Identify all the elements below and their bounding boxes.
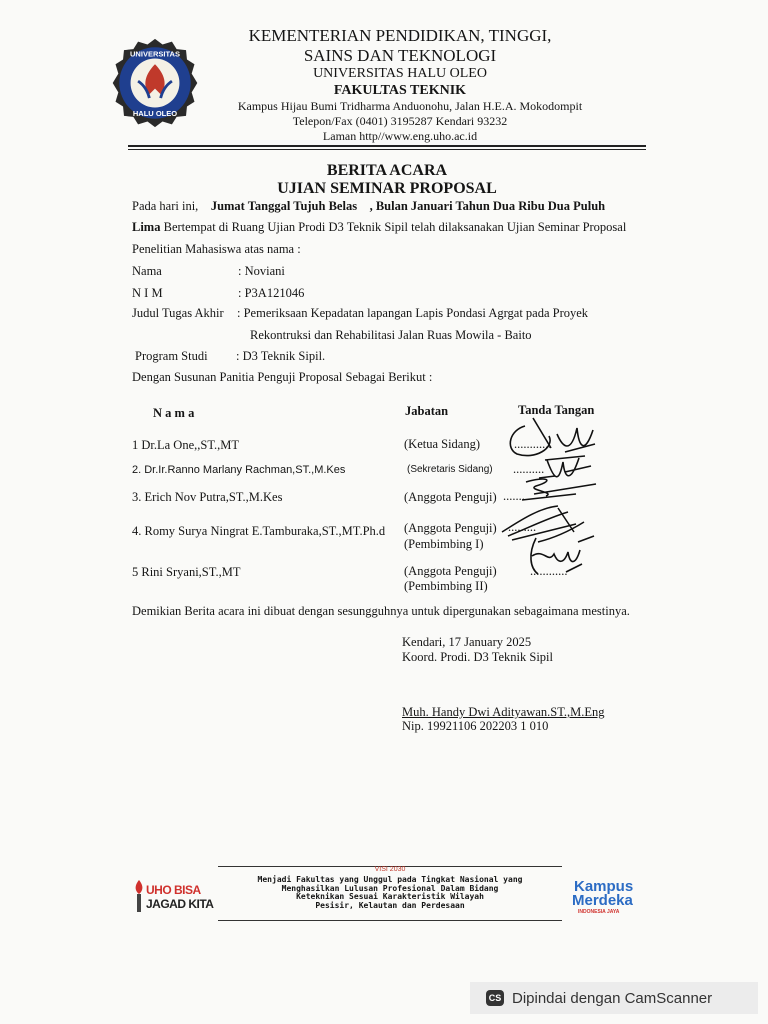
- university-name: UNIVERSITAS HALU OLEO: [313, 66, 487, 81]
- visi-line: Keteknikan Sesuai Karakteristik Wilayah: [296, 892, 484, 901]
- committee-member-name: 1 Dr.La One,,ST.,MT: [132, 438, 240, 452]
- torch-icon: [132, 878, 146, 914]
- kampus-merdeka-logo: [570, 878, 650, 920]
- program-value: : D3 Teknik Sipil.: [236, 349, 326, 363]
- signature-dots: .......: [503, 489, 525, 503]
- camscanner-icon: CS: [486, 990, 504, 1006]
- signer-nip: Nip. 19921106 202203 1 010: [402, 719, 549, 733]
- signature-dots: .........: [508, 520, 537, 534]
- visi-line: Pesisir, Kelautan dan Perdesaan: [315, 900, 465, 910]
- visi-statement: [218, 876, 562, 910]
- visi-line: Menjadi Fakultas yang Unggul pada Tingkat Nasional yang: [257, 875, 523, 884]
- intro-line-1: [132, 199, 605, 214]
- phone-fax: Telepon/Fax (0401) 3195287 Kendari 93232: [292, 114, 508, 128]
- letterhead-rule: [128, 145, 646, 147]
- camscanner-watermark: [470, 982, 758, 1014]
- committee-header-name: N a m a: [153, 406, 195, 420]
- thesis-title-line-1: : Pemeriksaan Kepadatan lapangan Lapis Pondasi Agrgat pada Proyek: [237, 306, 589, 320]
- thesis-title-label: Judul Tugas Akhir: [132, 306, 224, 320]
- committee-header-signature: Tanda Tangan: [518, 403, 595, 417]
- committee-member-position: (Sekretaris Sidang): [407, 464, 493, 475]
- faculty-name: FAKULTAS TEKNIK: [333, 83, 467, 98]
- intro-month-year: , Bulan Januari Tahun Dua Ribu Dua Puluh: [369, 199, 606, 213]
- uho-bisa-logo: [132, 876, 222, 916]
- committee-member-position: (Anggota Penguji): [404, 490, 497, 504]
- place-date: Kendari, 17 January 2025: [402, 635, 532, 649]
- visi-line: Menghasilkan Lulusan Profesional Dalam Bidang: [281, 883, 499, 893]
- signer-position: Koord. Prodi. D3 Teknik Sipil: [402, 650, 553, 664]
- committee-member-role: (Pembimbing II): [404, 579, 488, 593]
- letterhead-rule-thin: [128, 149, 646, 150]
- committee-member-name: 2. Dr.Ir.Ranno Marlany Rachman,ST.,M.Kes: [132, 464, 346, 476]
- committee-member-name: 3. Erich Nov Putra,ST.,M.Kes: [132, 490, 283, 504]
- document-title: BERITA ACARA: [326, 162, 448, 179]
- jagad-kita-text: JAGAD KITA: [146, 897, 214, 911]
- signature-anggota-1: [516, 474, 600, 504]
- signature-dots: ............: [514, 437, 552, 451]
- camscanner-text: Dipindai dengan CamScanner: [512, 989, 713, 1007]
- closing-statement: Demikian Berita acara ini dibuat dengan sesungguhnya untuk dipergunakan sebagaimana mestinya.: [132, 604, 630, 618]
- committee-member-position: (Anggota Penguji): [404, 564, 497, 578]
- signature-dots: ............: [530, 564, 568, 578]
- kampus-text: Kampus: [574, 878, 634, 895]
- signature-dots: ..........: [513, 462, 545, 476]
- uho-bisa-text: UHO BISA: [146, 883, 201, 897]
- committee-member-position: (Anggota Penguji): [404, 521, 497, 535]
- merdeka-text: Merdeka: [572, 892, 633, 909]
- program-label: Program Studi: [135, 349, 208, 363]
- indonesia-jaya-text: INDONESIA JAYA: [578, 909, 620, 915]
- seal-text-bottom: HALU OLEO: [132, 108, 178, 118]
- visi-label: VISI 2030: [374, 866, 406, 873]
- footer-rule-bottom: [218, 920, 562, 921]
- seal-text-top: UNIVERSITAS: [130, 49, 180, 59]
- committee-header-position: Jabatan: [405, 404, 449, 418]
- committee-intro: Dengan Susunan Panitia Penguji Proposal Sebagai Berikut :: [132, 370, 433, 384]
- signature-pembimbing-2: [518, 534, 598, 582]
- intro-prefix: Pada hari ini,: [132, 199, 199, 213]
- website: Laman http//www.eng.uho.ac.id: [322, 129, 478, 143]
- thesis-title-line-2: Rekontruksi dan Rehabilitasi Jalan Ruas Mowila - Baito: [250, 328, 532, 342]
- intro-lima: Lima: [132, 220, 161, 234]
- campus-address: Kampus Hijau Bumi Tridharma Anduonohu, Jalan H.E.A. Mokodompit: [237, 99, 583, 113]
- ministry-line-1: KEMENTERIAN PENDIDIKAN, TINGGI,: [248, 26, 552, 45]
- intro-line-3: Penelitian Mahasiswa atas nama :: [132, 242, 301, 256]
- committee-member-position: (Ketua Sidang): [404, 437, 481, 451]
- student-name-label: Nama: [132, 264, 162, 278]
- university-seal-logo: [108, 36, 202, 130]
- document-subtitle: UJIAN SEMINAR PROPOSAL: [277, 180, 497, 197]
- committee-member-name: 5 Rini Sryani,ST.,MT: [132, 565, 241, 579]
- committee-member-role: (Pembimbing I): [404, 537, 484, 551]
- ministry-line-2: SAINS DAN TEKNOLOGI: [303, 46, 497, 65]
- intro-line-2: [132, 220, 626, 235]
- student-nim-label: N I M: [132, 286, 163, 300]
- committee-member-name: 4. Romy Surya Ningrat E.Tamburaka,ST.,MT.Ph.d: [132, 524, 386, 538]
- student-name-value: : Noviani: [238, 264, 285, 278]
- intro-date-words: Jumat Tanggal Tujuh Belas: [210, 199, 358, 213]
- intro-rest: Bertempat di Ruang Ujian Prodi D3 Teknik Sipil telah dilaksanakan Ujian Seminar Proposal: [163, 220, 627, 234]
- student-nim-value: : P3A121046: [238, 286, 305, 300]
- signer-name: Muh. Handy Dwi Adityawan.ST.,M.Eng: [402, 705, 605, 719]
